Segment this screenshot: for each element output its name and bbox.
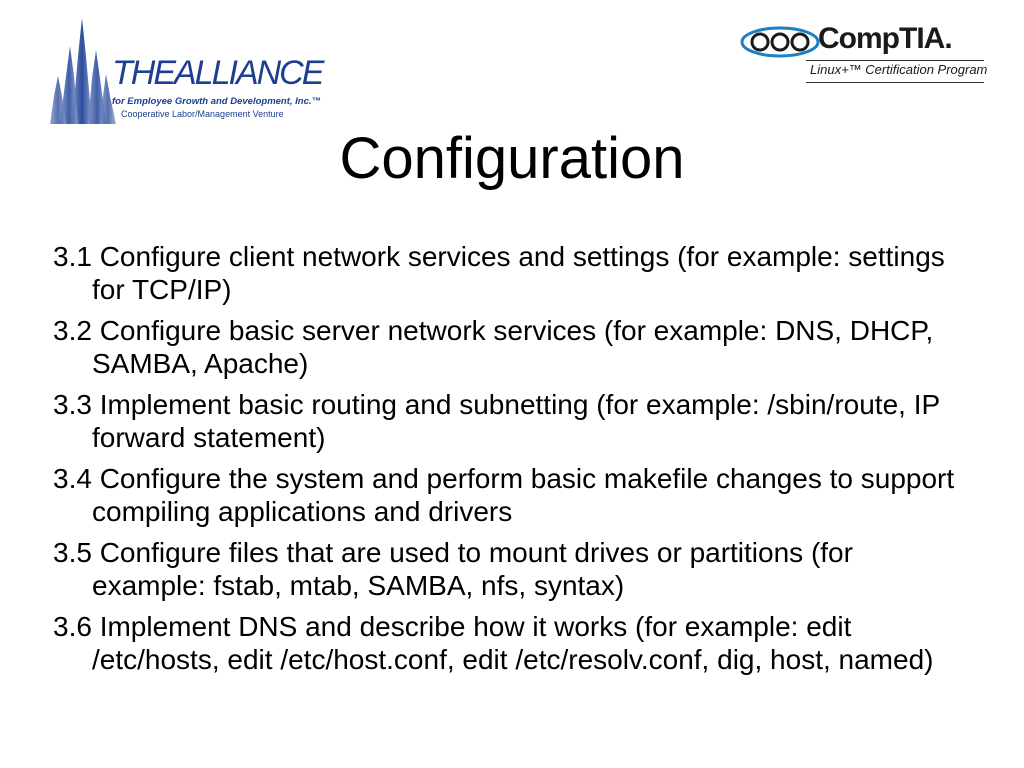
alliance-subtitle: Cooperative Labor/Management Venture xyxy=(121,109,284,119)
slide-title: Configuration xyxy=(339,126,685,191)
objective-list xyxy=(53,240,973,684)
comptia-divider xyxy=(806,60,984,61)
comptia-name: CompTIA. xyxy=(818,22,952,55)
list-item: 3.4 Configure the system and perform basic makefile changes to support compiling applications and drivers xyxy=(53,463,955,527)
list-item: 3.3 Implement basic routing and subnetting (for example: /sbin/route, IP forward statement) xyxy=(53,389,940,453)
list-item: 3.1 Configure client network services and settings (for example: settings for TCP/IP) xyxy=(53,241,945,305)
alliance-name: THEALLIANCE xyxy=(112,54,323,92)
list-item: 3.5 Configure files that are used to mount drives or partitions (for example: fstab, mtab, SAMBA, nfs, syntax) xyxy=(53,537,853,601)
list-item: 3.6 Implement DNS and describe how it works (for example: edit /etc/hosts, edit /etc/host.conf, edit /etc/resolv.conf, dig, host, named) xyxy=(53,611,934,675)
alliance-tagline: for Employee Growth and Development, Inc.™ xyxy=(112,96,322,107)
list-item: 3.2 Configure basic server network services (for example: DNS, DHCP, SAMBA, Apache) xyxy=(53,315,934,379)
comptia-divider-bottom xyxy=(806,82,984,83)
three-rings-icon xyxy=(740,20,820,70)
comptia-logo xyxy=(740,20,990,90)
comptia-program: Linux+™ Certification Program xyxy=(810,62,988,77)
building-spires-icon xyxy=(48,16,118,126)
alliance-logo xyxy=(48,16,323,126)
